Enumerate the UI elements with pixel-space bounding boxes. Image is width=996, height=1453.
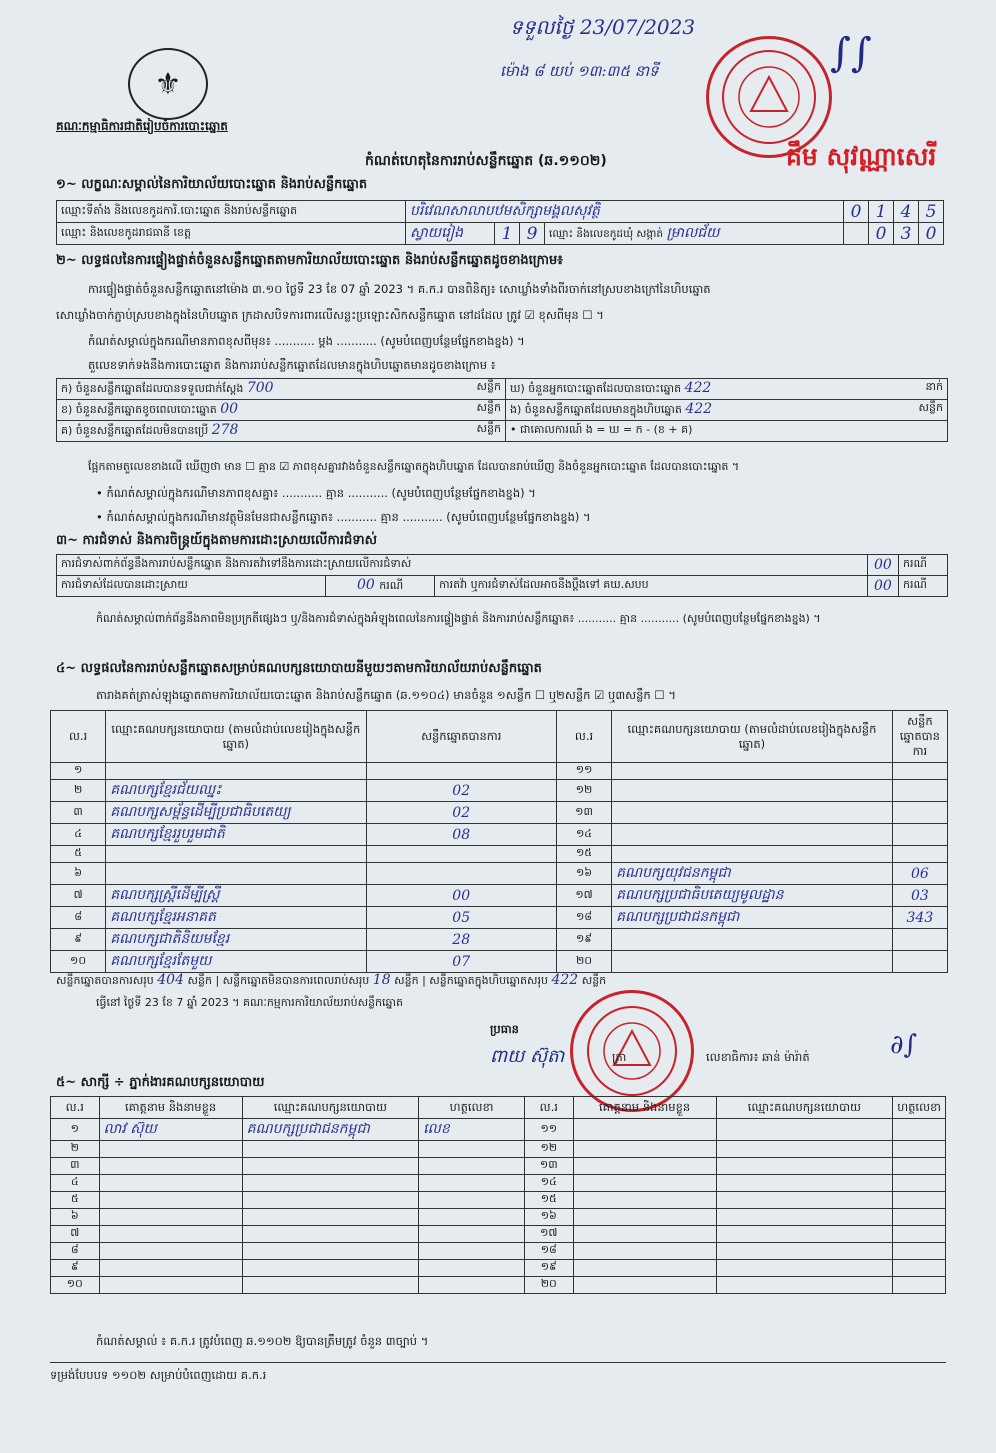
appeal-value: 00 — [867, 576, 898, 597]
table-cell: 02 — [366, 802, 556, 824]
table-cell: ១៨ — [556, 907, 611, 929]
table-cell — [419, 1243, 525, 1260]
table-cell — [106, 863, 366, 885]
complaint-label: ការជំទាស់ពាក់ព័ន្ធនឹងការរាប់សន្លឹកឆ្នោត និងការតវ៉ាទៅនឹងការដោះស្រាយលើការជំទាស់ — [57, 555, 868, 576]
difference-note: កំណត់សម្គាល់ក្នុងករណីមានភាពខុសពីមុន៖ ........... ម្ដង ........... (សូមបំពេញបន្ថែមផ្នែកខាងខ្នង) ។ — [88, 334, 525, 348]
table-cell — [893, 1141, 946, 1158]
table-cell — [242, 1141, 419, 1158]
table-cell — [366, 863, 556, 885]
table-cell — [419, 1158, 525, 1175]
table-cell — [612, 763, 893, 780]
table-cell — [893, 1119, 946, 1141]
table-cell: គណបក្សសម្ព័ន្ធដើម្បីប្រជាធិបតេយ្យ — [106, 802, 366, 824]
table-cell: ១៧ — [525, 1226, 574, 1243]
table-cell: ១៥ — [525, 1192, 574, 1209]
table-row — [51, 907, 948, 929]
difference-note: • កំណត់សម្គាល់ក្នុងករណីមានភាពខុសគ្នា៖ ........... គ្មាន ........... (សូមបំពេញបន្ថែមផ្នែកខាងខ្នង) ។ — [96, 486, 536, 500]
table-cell: 07 — [366, 951, 556, 973]
location-code-digit: 4 — [894, 201, 919, 223]
table-cell: គណបក្សខ្មែរតែមួយ — [106, 951, 366, 973]
table-cell: គណបក្សខ្មែរអនាគត — [106, 907, 366, 929]
table-cell: ១០ — [51, 951, 106, 973]
table-cell — [612, 846, 893, 863]
table-cell: គណបក្សខ្មែររួបរួមជាតិ — [106, 824, 366, 846]
table-cell: ១២ — [556, 780, 611, 802]
table-cell — [612, 951, 893, 973]
table-cell: ៨ — [51, 907, 106, 929]
verification-sentence: ការផ្ទៀងផ្ទាត់ចំនួនសន្លឹកឆ្នោតនៅម៉ោង ៣.១០ ថ្ងៃទី 23 ខែ 07 ឆ្នាំ 2023 ។ គ.ក.រ បានពិនិត្យ៖ សោឃ្លាំងទាំងពីរចាក់នៅស្របខាងក្រៅនៃហិបឆ្នោត — [88, 282, 711, 296]
table-cell — [99, 1192, 242, 1209]
total-in-box: 422 — [551, 972, 579, 988]
signer-name: គឹម សុវណ្ណាសេរី — [786, 142, 937, 171]
table-cell — [242, 1226, 419, 1243]
resolved-value: 00 ករណី — [325, 576, 434, 597]
table-row — [51, 863, 948, 885]
table-cell: ២០ — [525, 1277, 574, 1294]
section1-heading: ១~ លក្ខណៈសម្គាល់នៃការិយាល័យបោះឆ្នោត និងរាប់សន្លឹកឆ្នោត — [56, 177, 368, 192]
table-cell: ១៩ — [556, 929, 611, 951]
table-cell: ៣ — [51, 1158, 100, 1175]
form-title: កំណត់ហេតុនៃការរាប់សន្លឹកឆ្នោត (ឆ.១១០២) — [365, 153, 607, 169]
table-cell — [573, 1226, 716, 1243]
resolved-label: ការជំទាស់ដែលបានដោះស្រាយ — [57, 576, 326, 597]
table-cell — [99, 1175, 242, 1192]
results-table: ល.រ ឈ្មោះគណបក្សនយោបាយ (តាមលំដាប់លេខរៀងក្នុងសន្លឹកឆ្នោត) សន្លឹកឆ្នោតបានការ ល.រ ឈ្មោះគណបក្សនយោបាយ (តាមលំដាប់លេខរៀងក្នុងសន្លឹកឆ្នោត) សន្លឹកឆ្នោតបានការ ១ ១១ ២ គណបក្សខ្មែរជ័យឈ្នះ 02 ១២ ៣ គណបក្សសម្ព័ន្ធដើម្បីប្រជាធិបតេយ្យ 02 ១៣ ៤ គណបក្សខ្មែររួបរួមជាតិ 08 ១៤ ៥ ១៥ ៦ ១៦ គណបក្សយុវជនកម្ពុជា 06 ៧ គណបក្សស្ត្រីដើម្បីស្ត្រី 00 ១៧ គណបក្សប្រជាធិបតេយ្យមូលដ្ឋាន 03 ៨ គណបក្សខ្មែរអនាគត 05 ១៨ គណបក្សប្រជាជនកម្ពុជា 343 ៩ គណបក្សជាតិនិយមខ្មែរ 28 ១៩ ១០ គណបក្សខ្មែរតែមួយ 07 ២០ — [50, 710, 948, 973]
table-row — [51, 780, 948, 802]
table-cell — [573, 1192, 716, 1209]
table-cell: លេខ — [419, 1119, 525, 1141]
table-cell: ៦ — [51, 863, 106, 885]
table-cell — [893, 1243, 946, 1260]
table-cell — [419, 1175, 525, 1192]
table-cell — [612, 802, 893, 824]
table-cell: ៤ — [51, 1175, 100, 1192]
table-cell: ៤ — [51, 824, 106, 846]
table-cell — [106, 763, 366, 780]
date-line: ធ្វើនៅ ថ្ងៃទី 23 ខែ 7 ឆ្នាំ 2023 ។ គណៈកម្មការការិយាល័យរាប់សន្លឹកឆ្នោត — [96, 996, 403, 1009]
table-cell — [242, 1260, 419, 1277]
table-cell — [419, 1226, 525, 1243]
table-row — [51, 824, 948, 846]
table-cell — [893, 1226, 946, 1243]
table-cell — [716, 1226, 893, 1243]
table-row — [51, 885, 948, 907]
section3-heading: ៣~ ការជំទាស់ និងការចិន្ដ្រយ៍ក្នុងតាមការដោះស្រាយលើការជំទាស់ — [56, 533, 377, 548]
table-cell — [716, 1158, 893, 1175]
table-cell: ១ — [51, 763, 106, 780]
table-cell: ១៦ — [556, 863, 611, 885]
table-cell — [99, 1141, 242, 1158]
commune-value: ម្រាលជ័យ — [666, 225, 720, 241]
table-cell — [366, 763, 556, 780]
table-cell — [892, 780, 947, 802]
table-cell — [716, 1243, 893, 1260]
table-cell — [893, 1175, 946, 1192]
table-cell — [242, 1192, 419, 1209]
table-row — [51, 802, 948, 824]
total-valid: 404 — [157, 972, 184, 988]
table-cell — [573, 1260, 716, 1277]
table-cell — [892, 763, 947, 780]
table-row — [51, 1158, 946, 1175]
table-cell: ១៤ — [556, 824, 611, 846]
table-cell — [716, 1119, 893, 1141]
table-cell — [716, 1277, 893, 1294]
table-cell — [716, 1192, 893, 1209]
divider — [50, 1362, 946, 1363]
table-cell — [892, 824, 947, 846]
complaints-table: ការជំទាស់ពាក់ព័ន្ធនឹងការរាប់សន្លឹកឆ្នោត និងការតវ៉ាទៅនឹងការដោះស្រាយលើការជំទាស់ 00 ករណី ការជំទាស់ដែលបានដោះស្រាយ 00 ករណី ការតវ៉ា ឬការជំទាស់ដែលអាចនឹងប្ដឹងទៅ គឃ.សបប 00 ករណី — [56, 554, 948, 597]
table-cell: ១១ — [525, 1119, 574, 1141]
table-cell — [419, 1192, 525, 1209]
table-cell: ៥ — [51, 1192, 100, 1209]
comparison-sentence: ផ្អែកតាមតួលេខខាងលើ ឃើញថា មាន ☐ គ្មាន ☑ ភាពខុសគ្នារវាងចំនួនសន្លឹកឆ្នោតក្នុងហិបឆ្នោត ដែលបានរាប់ឃើញ និងចំនួនអ្នកបោះឆ្នោត ដែលបានបោះឆ្នោត ។ — [88, 460, 740, 473]
table-cell: 05 — [366, 907, 556, 929]
figure-cell: ក) ចំនួនសន្លឹកឆ្នោតដែលបានទទួលជាក់ស្ដែង 700 សន្លឹក — [57, 379, 506, 400]
commune-code-digit: 3 — [894, 223, 919, 245]
figure-cell: គ) ចំនួនសន្លឹកឆ្នោតដែលមិនបានប្រើ 278 សន្លឹក — [57, 421, 506, 442]
table-row — [51, 763, 948, 780]
table-cell: ៨ — [51, 1243, 100, 1260]
table-row — [51, 1277, 946, 1294]
table-cell — [242, 1209, 419, 1226]
handwritten-date: ទទួលថ្ងៃ 23/07/2023 — [510, 15, 696, 39]
commune-label: ឈ្មោះ និងលេខកូដឃុំ សង្កាត់ ម្រាលជ័យ — [545, 223, 844, 245]
table-cell: ៩ — [51, 929, 106, 951]
secretary-line: លេខាធិការ៖ ឆាន់ ម៉ារ៉ាត់ — [706, 1050, 810, 1064]
province-label: ឈ្មោះ និងលេខកូដរាជធានី ខេត្ត — [57, 223, 406, 245]
table-cell — [573, 1141, 716, 1158]
table-cell: 06 — [892, 863, 947, 885]
table-cell: ១៥ — [556, 846, 611, 863]
identity-table — [56, 200, 944, 245]
table-cell — [99, 1158, 242, 1175]
table-cell: ១០ — [51, 1277, 100, 1294]
non-ballot-note: • កំណត់សម្គាល់ក្នុងករណីមានវត្ថុមិនមែនជាសន្លឹកឆ្នោត៖ ........... គ្មាន ........... (សូមបំពេញបន្ថែមផ្នែកខាងខ្នង) ។ — [96, 510, 591, 524]
table-cell — [716, 1260, 893, 1277]
table-cell: 08 — [366, 824, 556, 846]
table-row — [51, 1141, 946, 1158]
table-cell — [419, 1260, 525, 1277]
table-cell — [716, 1141, 893, 1158]
province-value: ស្វាយរៀង — [406, 223, 495, 245]
location-value: បរិវេណសាលាបឋមសិក្សាមង្គលសុវត្ថិ — [406, 201, 844, 223]
table-cell: 00 — [366, 885, 556, 907]
official-stamp-icon — [706, 36, 832, 158]
table-cell — [242, 1158, 419, 1175]
committee-stamp-icon — [570, 990, 694, 1112]
table-cell: ១២ — [525, 1141, 574, 1158]
table-cell — [99, 1209, 242, 1226]
total-invalid: 18 — [372, 972, 391, 988]
table-cell — [893, 1209, 946, 1226]
figure-cell: ខ) ចំនួនសន្លឹកឆ្នោតខូចពេលបោះឆ្នោត 00 សន្លឹក — [57, 400, 506, 421]
table-cell — [612, 780, 893, 802]
commune-code-digit: 0 — [869, 223, 894, 245]
table-cell — [573, 1158, 716, 1175]
table-cell — [716, 1175, 893, 1192]
table-cell — [892, 846, 947, 863]
table-cell — [612, 824, 893, 846]
location-code-digit: 1 — [869, 201, 894, 223]
table-cell: គណបក្សប្រជាធិបតេយ្យមូលដ្ឋាន — [612, 885, 893, 907]
table-cell — [366, 846, 556, 863]
irregularity-note: កំណត់សម្គាល់ពាក់ព័ន្ធនឹងភាពមិនប្រក្រតីផ្សេងៗ ឬ/និងការជំទាស់ក្នុងអំឡុងពេលនៃការផ្ទៀងផ្ទាត់ និងការរាប់សន្លឹកឆ្នោត៖ ........... គ្មាន ........... (សូមបំពេញបន្ថែមផ្នែកខាងខ្នង) ។ — [96, 612, 821, 625]
section2-heading: ២~ លទ្ធផលនៃការផ្ទៀងផ្ទាត់ចំនួនសន្លឹកឆ្នោតតាមការិយាល័យបោះឆ្នោត និងរាប់សន្លឹកឆ្នោតដូចខាងក្រោម៖ — [56, 253, 563, 268]
table-cell: ១ — [51, 1119, 100, 1141]
committee-name: គណៈកម្មាធិការជាតិរៀបចំការបោះឆ្នោត — [56, 119, 228, 133]
table-row — [51, 846, 948, 863]
table-cell — [892, 951, 947, 973]
table-cell — [419, 1209, 525, 1226]
table-cell — [573, 1277, 716, 1294]
table-cell: គណបក្សស្ត្រីដើម្បីស្ត្រី — [106, 885, 366, 907]
table-cell: ៣ — [51, 802, 106, 824]
table-cell: ១៧ — [556, 885, 611, 907]
appeal-label: ការតវ៉ា ឬការជំទាស់ដែលអាចនឹងប្ដឹងទៅ គឃ.សបប — [435, 576, 868, 597]
table-cell: ១៩ — [525, 1260, 574, 1277]
table-cell — [106, 846, 366, 863]
table-cell: ៧ — [51, 885, 106, 907]
table-cell — [573, 1243, 716, 1260]
commune-code-digit: 0 — [919, 223, 944, 245]
table-cell — [573, 1175, 716, 1192]
table-cell: ២ — [51, 780, 106, 802]
table-cell: ១៣ — [525, 1158, 574, 1175]
province-code-digit: 9 — [520, 223, 545, 245]
location-code-digit: 5 — [919, 201, 944, 223]
figures-intro: តួលេខទាក់ទងនឹងការបោះឆ្នោត និងការរាប់សន្លឹកឆ្នោតដែលមានក្នុងហិបឆ្នោតមានដូចខាងក្រោម ៖ — [88, 358, 496, 372]
table-cell — [99, 1277, 242, 1294]
table-cell — [573, 1119, 716, 1141]
table-cell — [893, 1158, 946, 1175]
table-cell — [892, 802, 947, 824]
table-cell — [419, 1141, 525, 1158]
table-cell — [242, 1277, 419, 1294]
table-cell — [892, 929, 947, 951]
table-cell — [242, 1175, 419, 1192]
table-cell — [419, 1277, 525, 1294]
location-label: ឈ្មោះទីតាំង និងលេខកូដការិ.បោះឆ្នោត និងរាប់សន្លឹកឆ្នោត — [57, 201, 406, 223]
table-row — [51, 1243, 946, 1260]
table-cell: 343 — [892, 907, 947, 929]
table-cell: គណបក្សខ្មែរជ័យឈ្នះ — [106, 780, 366, 802]
table-row — [51, 1209, 946, 1226]
figure-cell: ង) ចំនួនសន្លឹកឆ្នោតដែលមានក្នុងហិបឆ្នោត 422 សន្លឹក — [506, 400, 948, 421]
table-cell: គណបក្សយុវជនកម្ពុជា — [612, 863, 893, 885]
table-cell: ១៨ — [525, 1243, 574, 1260]
table-cell: ៦ — [51, 1209, 100, 1226]
table-cell — [612, 929, 893, 951]
table-cell: ៧ — [51, 1226, 100, 1243]
signature-icon: ∂∫ — [890, 1030, 917, 1060]
table-cell: 03 — [892, 885, 947, 907]
table-cell: 02 — [366, 780, 556, 802]
table-cell: គណបក្សប្រជាជនកម្ពុជា — [612, 907, 893, 929]
table-cell: ៥ — [51, 846, 106, 863]
table-cell — [893, 1260, 946, 1277]
verification-sentence: សោឃ្លាំងចាក់ភ្ជាប់ស្របខាងក្នុងនៃហិបឆ្នោត ក្រដាសបិទការពារលើសន្លះប្រឡោះសិកសន្លឹកឆ្នោត នៅដដែល ត្រូវ ☑ ខុសពីមុន ☐ ។ — [56, 308, 604, 322]
signature-icon: ∫∫ — [830, 30, 872, 76]
chair-title: ប្រធាន — [490, 1022, 519, 1036]
totals-line: សន្លឹកឆ្នោតបានការសរុប 404 សន្លឹក | សន្លឹកឆ្នោតមិនបានការពេលរាប់សរុប 18 សន្លឹក | សន្លឹកឆ្នោតក្នុងហិបឆ្នោតសរុប 422 សន្លឹក — [56, 972, 607, 988]
table-cell — [99, 1243, 242, 1260]
chair-signature: ពាយ ស៊ុតា — [490, 1046, 565, 1067]
table-row — [51, 1192, 946, 1209]
ballot-figures-table — [56, 378, 948, 442]
table-cell: ១៤ — [525, 1175, 574, 1192]
tally-sheet-note: តារាងគត់ត្រាស់ឡុងឆ្នោតតាមការិយាល័យបោះឆ្នោត និងរាប់សន្លឹកឆ្នោត (ឆ.១១០៤) មានចំនួន ១សន្លឹក ☐ ឬ២សន្លឹក ☑ ឬ៣សន្លឹក ☐ ។ — [96, 688, 676, 702]
table-row — [51, 1226, 946, 1243]
table-cell: គណបក្សជាតិនិយមខ្មែរ — [106, 929, 366, 951]
instruction-note: កំណត់សម្គាល់ ៖ គ.ក.រ ត្រូវបំពេញ ឆ.១១០២ ឱ្យបានត្រឹមត្រូវ ចំនួន ៣ច្បាប់ ។ — [96, 1334, 429, 1348]
location-code-digit: 0 — [844, 201, 869, 223]
table-row — [51, 1119, 946, 1141]
formula-cell: • ជាគោលការណ៍ ង = ឃ = ក - (ខ + គ) — [506, 421, 948, 442]
section4-heading: ៤~ លទ្ធផលនៃការរាប់សន្លឹកឆ្នោតសម្រាប់គណបក្សនយោបាយនីមួយៗតាមការិយាល័យរាប់សន្លឹកឆ្នោត — [56, 661, 542, 676]
figure-cell: ឃ) ចំនួនអ្នកបោះឆ្នោតដែលបានបោះឆ្នោត 422 នាក់ — [506, 379, 948, 400]
table-cell — [242, 1243, 419, 1260]
table-cell: ១៦ — [525, 1209, 574, 1226]
stamp-label: ត្រា — [612, 1050, 627, 1064]
table-cell: គណបក្សប្រជាជនកម្ពុជា — [242, 1119, 419, 1141]
table-cell — [573, 1209, 716, 1226]
table-cell — [99, 1260, 242, 1277]
table-cell: ២ — [51, 1141, 100, 1158]
witness-table: ល.រ គោត្តនាម និងនាមខ្លួន ឈ្មោះគណបក្សនយោបាយ ហត្ថលេខា ល.រ គោត្តនាម និងនាមខ្លួន ឈ្មោះគណបក្សនយោបាយ ហត្ថលេខា ១ លាវ ស៊ុយ គណបក្សប្រជាជនកម្ពុជា លេខ ១១ ២ ១២ ៣ ១៣ ៤ ១៤ ៥ ១៥ ៦ ១៦ ៧ ១៧ ៨ ១៨ ៩ ១៩ ១០ ២០ — [50, 1096, 946, 1294]
handwritten-note: ម៉ោង ៨ យប់ ១៣:៣៥ នាទី — [500, 62, 659, 80]
table-cell: ២០ — [556, 951, 611, 973]
province-code-digit: 1 — [495, 223, 520, 245]
section5-heading: ៥~ សាក្សី ÷ ភ្នាក់ងារគណបក្សនយោបាយ — [56, 1075, 265, 1090]
table-row — [51, 1175, 946, 1192]
table-cell — [716, 1209, 893, 1226]
complaint-value: 00 — [867, 555, 898, 576]
form-footer: ទម្រង់បែបបទ ១១០២ សម្រាប់បំពេញដោយ គ.ក.រ — [50, 1368, 267, 1382]
table-cell: 28 — [366, 929, 556, 951]
table-cell: ៩ — [51, 1260, 100, 1277]
table-row — [51, 1260, 946, 1277]
table-cell — [99, 1226, 242, 1243]
table-cell: ១១ — [556, 763, 611, 780]
table-row — [51, 951, 948, 973]
table-cell — [893, 1192, 946, 1209]
table-row — [51, 929, 948, 951]
emblem-icon: ⚜ — [128, 48, 208, 120]
table-cell — [893, 1277, 946, 1294]
table-cell: ១៣ — [556, 802, 611, 824]
table-cell: លាវ ស៊ុយ — [99, 1119, 242, 1141]
